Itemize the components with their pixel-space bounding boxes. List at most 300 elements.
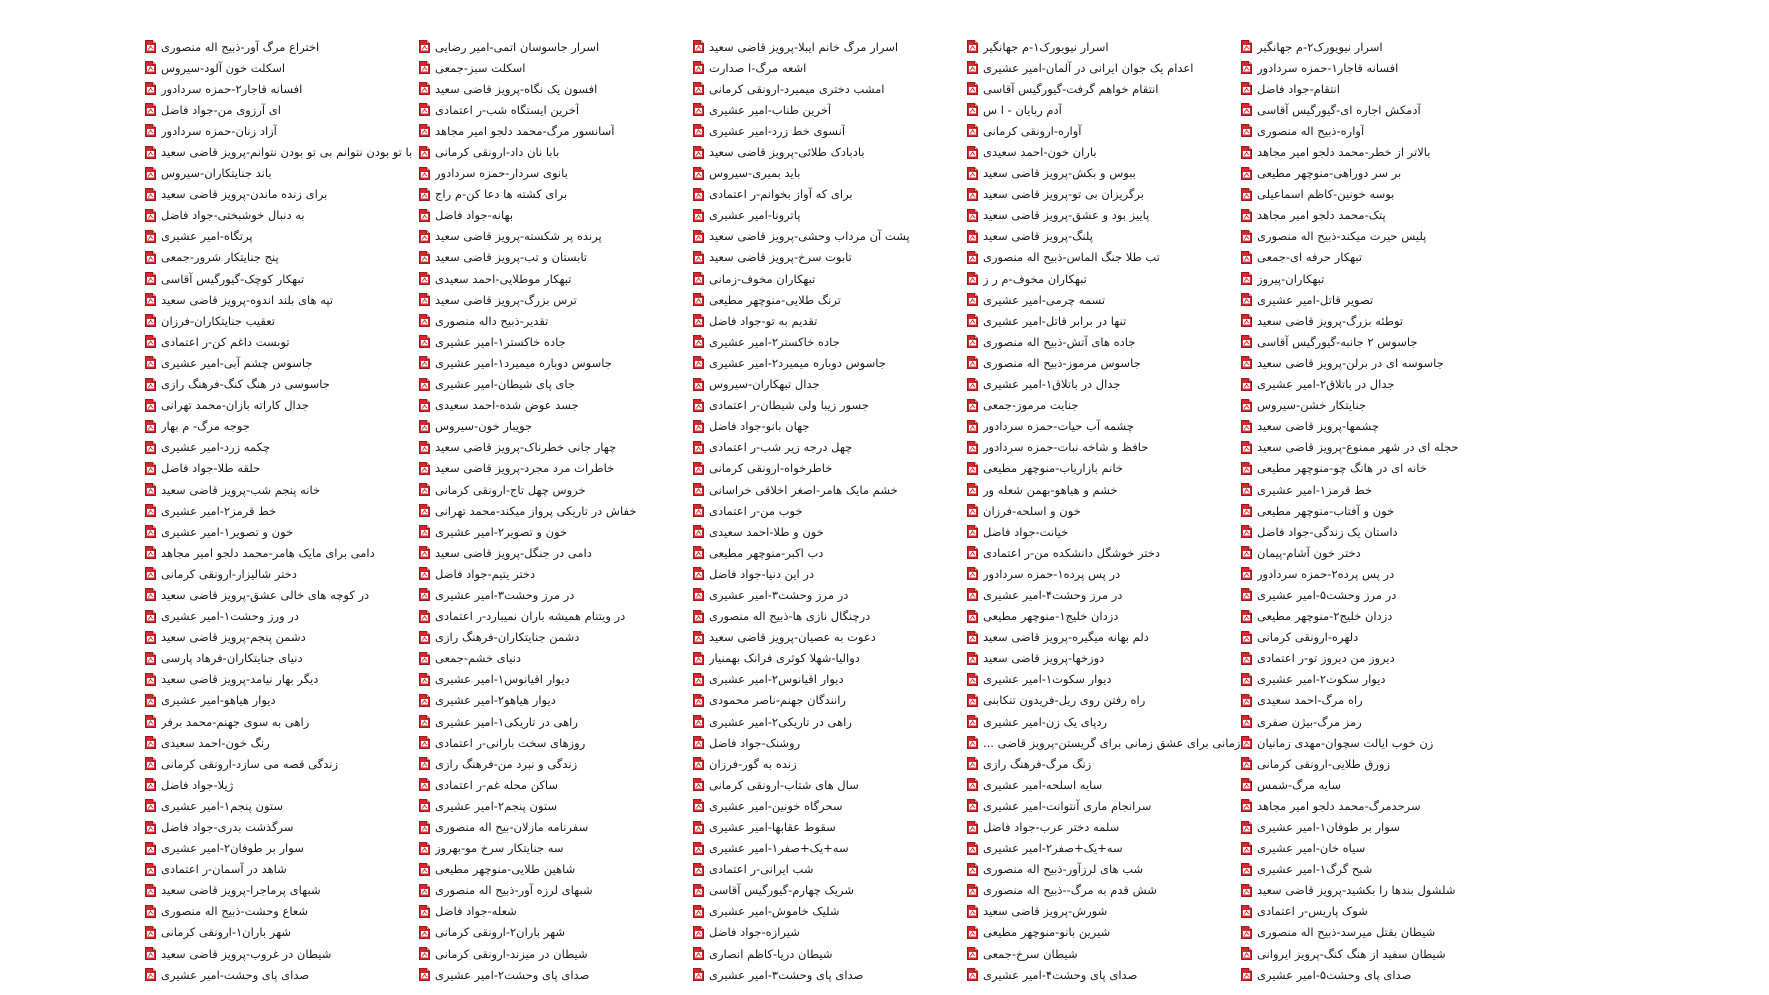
pdf-file-item[interactable] xyxy=(1240,331,1540,352)
pdf-file-item[interactable] xyxy=(144,880,444,901)
pdf-file-item[interactable] xyxy=(966,184,1266,205)
file-name-label: رانندگان جهنم-ناصر محمودی xyxy=(709,693,846,708)
pdf-file-item[interactable] xyxy=(692,57,992,78)
pdf-file-item[interactable] xyxy=(418,859,718,880)
pdf-file-item[interactable] xyxy=(966,163,1266,184)
pdf-file-item[interactable] xyxy=(966,563,1266,584)
pdf-file-icon xyxy=(1240,799,1253,813)
pdf-file-item[interactable] xyxy=(144,247,444,268)
pdf-file-item[interactable] xyxy=(692,521,992,542)
pdf-file-item[interactable] xyxy=(418,711,718,732)
pdf-file-item[interactable] xyxy=(1240,711,1540,732)
pdf-file-item[interactable] xyxy=(418,78,718,99)
pdf-file-item[interactable] xyxy=(418,57,718,78)
pdf-file-item[interactable] xyxy=(1240,416,1540,437)
pdf-file-item[interactable] xyxy=(144,521,444,542)
pdf-file-item[interactable] xyxy=(144,226,444,247)
pdf-file-item[interactable] xyxy=(144,964,444,982)
pdf-file-item[interactable] xyxy=(144,584,444,605)
pdf-file-item[interactable] xyxy=(418,563,718,584)
pdf-file-item[interactable] xyxy=(966,795,1266,816)
pdf-file-item[interactable] xyxy=(1240,964,1540,982)
pdf-file-item[interactable] xyxy=(144,648,444,669)
pdf-file-icon xyxy=(966,483,979,497)
pdf-file-icon xyxy=(418,736,431,750)
file-name-label: دیوار هیاهو-امیر عشیری xyxy=(161,693,276,708)
pdf-file-item[interactable] xyxy=(144,352,444,373)
pdf-file-item[interactable] xyxy=(966,753,1266,774)
pdf-file-icon xyxy=(692,546,705,560)
pdf-file-item[interactable] xyxy=(966,774,1266,795)
pdf-file-item[interactable] xyxy=(144,606,444,627)
pdf-file-item[interactable] xyxy=(966,352,1266,373)
pdf-file-item[interactable] xyxy=(418,99,718,120)
pdf-file-item[interactable] xyxy=(966,648,1266,669)
pdf-file-item[interactable] xyxy=(692,500,992,521)
pdf-file-item[interactable] xyxy=(418,374,718,395)
pdf-file-item[interactable] xyxy=(1240,289,1540,310)
pdf-file-item[interactable] xyxy=(418,774,718,795)
pdf-file-item[interactable] xyxy=(144,816,444,837)
file-name-label: خون و تصویر۲-امیر عشیری xyxy=(435,524,568,539)
pdf-file-item[interactable] xyxy=(418,205,718,226)
pdf-file-item[interactable] xyxy=(418,331,718,352)
pdf-file-item[interactable] xyxy=(1240,943,1540,964)
pdf-file-item[interactable] xyxy=(692,374,992,395)
pdf-file-item[interactable] xyxy=(144,374,444,395)
pdf-file-item[interactable] xyxy=(966,838,1266,859)
pdf-file-item[interactable] xyxy=(1240,226,1540,247)
pdf-file-item[interactable] xyxy=(692,838,992,859)
pdf-file-item[interactable] xyxy=(966,78,1266,99)
pdf-file-item[interactable] xyxy=(144,36,444,57)
pdf-file-item[interactable] xyxy=(418,395,718,416)
pdf-file-item[interactable] xyxy=(692,922,992,943)
pdf-file-item[interactable] xyxy=(692,584,992,605)
pdf-file-item[interactable] xyxy=(692,395,992,416)
pdf-file-item[interactable] xyxy=(1240,627,1540,648)
pdf-file-item[interactable] xyxy=(418,584,718,605)
pdf-file-item[interactable] xyxy=(692,627,992,648)
pdf-file-item[interactable] xyxy=(966,36,1266,57)
file-name-label: جاسوسه ای در برلن-پرویز قاضی سعید xyxy=(1257,355,1444,370)
file-name-label: زورق طلایی-ارونقی کرمانی xyxy=(1257,756,1391,771)
file-name-label: انتقام-جواد فاضل xyxy=(1257,81,1340,96)
pdf-file-item[interactable] xyxy=(692,732,992,753)
pdf-file-item[interactable] xyxy=(966,205,1266,226)
file-name-label: در ورز وحشت۱-امیر عشیری xyxy=(161,609,299,624)
pdf-file-icon xyxy=(144,968,157,982)
pdf-file-item[interactable] xyxy=(418,690,718,711)
pdf-file-item[interactable] xyxy=(418,753,718,774)
pdf-file-item[interactable] xyxy=(418,437,718,458)
pdf-file-item[interactable] xyxy=(144,901,444,922)
file-name-label: سایه اسلحه-امیر عشیری xyxy=(983,777,1103,792)
pdf-file-item[interactable] xyxy=(966,542,1266,563)
pdf-file-item[interactable] xyxy=(692,141,992,162)
pdf-file-item[interactable] xyxy=(692,205,992,226)
pdf-file-item[interactable] xyxy=(1240,901,1540,922)
pdf-file-item[interactable] xyxy=(966,120,1266,141)
pdf-file-icon xyxy=(692,293,705,307)
pdf-file-item[interactable] xyxy=(692,36,992,57)
pdf-file-item[interactable] xyxy=(418,268,718,289)
file-name-label: شیطان بقتل میرسد-ذبیح اله منصوری xyxy=(1257,925,1436,940)
pdf-file-icon xyxy=(966,272,979,286)
pdf-file-icon xyxy=(692,757,705,771)
pdf-file-icon xyxy=(418,778,431,792)
file-name-label: باید بمیری-سیروس xyxy=(709,166,801,181)
pdf-file-icon xyxy=(418,715,431,729)
pdf-file-item[interactable] xyxy=(692,648,992,669)
pdf-file-item[interactable] xyxy=(1240,374,1540,395)
pdf-file-item[interactable] xyxy=(1240,141,1540,162)
pdf-file-item[interactable] xyxy=(1240,36,1540,57)
file-name-label: توبست داغم کن-ر اعتمادی xyxy=(161,334,290,349)
pdf-file-item[interactable] xyxy=(1240,606,1540,627)
pdf-file-icon xyxy=(966,757,979,771)
pdf-file-icon xyxy=(1240,356,1253,370)
pdf-file-item[interactable] xyxy=(966,141,1266,162)
pdf-file-item[interactable] xyxy=(144,163,444,184)
pdf-file-item[interactable] xyxy=(1240,352,1540,373)
pdf-file-item[interactable] xyxy=(1240,859,1540,880)
file-name-label: شاهد در آسمان-ر اعتمادی xyxy=(161,862,287,877)
pdf-file-item[interactable] xyxy=(418,816,718,837)
file-name-label: برگریزان بی تو-پرویز قاضی سعید xyxy=(983,187,1144,202)
pdf-file-item[interactable] xyxy=(418,310,718,331)
pdf-file-item[interactable] xyxy=(966,606,1266,627)
file-name-label: دیوار هیاهو۲-امیر عشیری xyxy=(435,693,556,708)
pdf-file-item[interactable] xyxy=(692,416,992,437)
pdf-file-icon xyxy=(1240,461,1253,475)
pdf-file-item[interactable] xyxy=(418,922,718,943)
pdf-file-item[interactable] xyxy=(966,247,1266,268)
pdf-file-item[interactable] xyxy=(418,521,718,542)
pdf-file-item[interactable] xyxy=(418,669,718,690)
pdf-file-icon xyxy=(418,546,431,560)
pdf-file-item[interactable] xyxy=(966,57,1266,78)
pdf-file-item[interactable] xyxy=(966,880,1266,901)
pdf-file-item[interactable] xyxy=(966,374,1266,395)
pdf-file-item[interactable] xyxy=(418,184,718,205)
pdf-file-item[interactable] xyxy=(418,648,718,669)
pdf-file-item[interactable] xyxy=(1240,458,1540,479)
file-name-label: سیاه خان-امیر عشیری xyxy=(1257,841,1366,856)
pdf-file-item[interactable] xyxy=(144,310,444,331)
pdf-file-item[interactable] xyxy=(144,437,444,458)
file-name-label: چشمه آب حیات-حمزه سردادور xyxy=(983,419,1134,434)
file-name-label: بالاتر از خطر-محمد دلجو امیر مجاهد xyxy=(1257,145,1431,160)
pdf-file-item[interactable] xyxy=(418,352,718,373)
pdf-file-item[interactable] xyxy=(418,500,718,521)
pdf-file-item[interactable] xyxy=(144,922,444,943)
pdf-file-icon xyxy=(418,124,431,138)
pdf-file-item[interactable] xyxy=(692,880,992,901)
pdf-file-item[interactable] xyxy=(966,943,1266,964)
file-name-label: چشمها-پرویز قاضی سعید xyxy=(1257,419,1379,434)
pdf-file-item[interactable] xyxy=(966,500,1266,521)
pdf-file-item[interactable] xyxy=(966,331,1266,352)
pdf-file-item[interactable] xyxy=(1240,268,1540,289)
pdf-file-icon xyxy=(692,736,705,750)
pdf-file-item[interactable] xyxy=(418,627,718,648)
pdf-file-item[interactable] xyxy=(692,268,992,289)
pdf-file-item[interactable] xyxy=(692,120,992,141)
pdf-file-item[interactable] xyxy=(1240,521,1540,542)
pdf-file-item[interactable] xyxy=(144,732,444,753)
pdf-file-item[interactable] xyxy=(1240,563,1540,584)
pdf-file-item[interactable] xyxy=(1240,669,1540,690)
pdf-file-item[interactable] xyxy=(144,78,444,99)
file-name-label: تصویر قاتل-امیر عشیری xyxy=(1257,292,1374,307)
pdf-file-item[interactable] xyxy=(692,753,992,774)
file-name-label: بوسه خونین-کاظم اسماعیلی xyxy=(1257,187,1395,202)
pdf-file-item[interactable] xyxy=(1240,880,1540,901)
pdf-file-icon xyxy=(418,968,431,982)
pdf-file-item[interactable] xyxy=(692,816,992,837)
pdf-file-item[interactable] xyxy=(144,395,444,416)
pdf-file-item[interactable] xyxy=(692,690,992,711)
pdf-file-item[interactable] xyxy=(1240,437,1540,458)
file-name-label: جنایت مرموز-جمعی xyxy=(983,398,1079,413)
pdf-file-item[interactable] xyxy=(692,943,992,964)
pdf-file-item[interactable] xyxy=(144,859,444,880)
pdf-file-item[interactable] xyxy=(1240,57,1540,78)
pdf-file-item[interactable] xyxy=(966,416,1266,437)
file-name-label: تابوت سرخ-پرویز قاضی سعید xyxy=(709,250,852,265)
pdf-file-item[interactable] xyxy=(1240,99,1540,120)
pdf-file-item[interactable] xyxy=(418,542,718,563)
file-name-label: دنیای خشم-جمعی xyxy=(435,651,522,666)
pdf-file-item[interactable] xyxy=(144,690,444,711)
pdf-file-item[interactable] xyxy=(1240,753,1540,774)
pdf-file-item[interactable] xyxy=(692,774,992,795)
file-name-label: راه رفتن روی ریل-فریدون تنکابنی xyxy=(983,693,1146,708)
pdf-file-item[interactable] xyxy=(966,437,1266,458)
file-name-label: در مرز وحشت۳-امیر عشیری xyxy=(709,587,849,602)
pdf-file-item[interactable] xyxy=(966,711,1266,732)
pdf-file-item[interactable] xyxy=(1240,310,1540,331)
pdf-file-item[interactable] xyxy=(966,521,1266,542)
pdf-file-icon xyxy=(144,166,157,180)
pdf-file-item[interactable] xyxy=(692,795,992,816)
pdf-file-item[interactable] xyxy=(1240,78,1540,99)
pdf-file-item[interactable] xyxy=(1240,163,1540,184)
pdf-file-item[interactable] xyxy=(1240,500,1540,521)
pdf-file-item[interactable] xyxy=(144,753,444,774)
pdf-file-item[interactable] xyxy=(692,331,992,352)
pdf-file-item[interactable] xyxy=(692,352,992,373)
pdf-file-item[interactable] xyxy=(966,395,1266,416)
pdf-file-item[interactable] xyxy=(692,542,992,563)
pdf-file-item[interactable] xyxy=(144,943,444,964)
file-name-label: زندگی قصه می سازد-ارونقی کرمانی xyxy=(161,756,338,771)
pdf-file-item[interactable] xyxy=(1240,690,1540,711)
pdf-file-item[interactable] xyxy=(966,627,1266,648)
pdf-file-item[interactable] xyxy=(144,141,444,162)
file-name-label: پاترونا-امیر عشیری xyxy=(709,208,801,223)
pdf-file-item[interactable] xyxy=(692,78,992,99)
pdf-file-item[interactable] xyxy=(1240,774,1540,795)
file-name-label: اسرار نیویورک۲-م جهانگیر xyxy=(1257,39,1383,54)
pdf-file-icon xyxy=(966,398,979,412)
pdf-file-item[interactable] xyxy=(418,901,718,922)
pdf-file-item[interactable] xyxy=(418,120,718,141)
pdf-file-item[interactable] xyxy=(692,99,992,120)
pdf-file-item[interactable] xyxy=(1240,732,1540,753)
pdf-file-item[interactable] xyxy=(692,901,992,922)
pdf-file-item[interactable] xyxy=(1240,205,1540,226)
pdf-file-icon xyxy=(144,883,157,897)
pdf-file-icon xyxy=(692,61,705,75)
pdf-file-item[interactable] xyxy=(418,458,718,479)
pdf-file-item[interactable] xyxy=(692,964,992,982)
file-name-label: دلهره-ارونقی کرمانی xyxy=(1257,630,1359,645)
file-name-label: راهی در تاریکی۲-امیر عشیری xyxy=(709,714,852,729)
pdf-file-item[interactable] xyxy=(1240,816,1540,837)
file-name-label: دختر شالیزار-ارونقی کرمانی xyxy=(161,566,297,581)
pdf-file-icon xyxy=(1240,440,1253,454)
file-name-label: اختراع مرگ آور-ذبیح اله منصوری xyxy=(161,39,320,54)
file-name-label: شیطان در میزند-ارونقی کرمانی xyxy=(435,946,588,961)
pdf-file-icon xyxy=(966,335,979,349)
pdf-file-item[interactable] xyxy=(692,711,992,732)
pdf-file-item[interactable] xyxy=(418,795,718,816)
pdf-file-item[interactable] xyxy=(966,268,1266,289)
pdf-file-item[interactable] xyxy=(966,669,1266,690)
pdf-file-icon xyxy=(1240,968,1253,982)
pdf-file-item[interactable] xyxy=(418,141,718,162)
pdf-file-icon xyxy=(692,377,705,391)
pdf-file-icon xyxy=(144,651,157,665)
pdf-file-item[interactable] xyxy=(692,247,992,268)
pdf-file-item[interactable] xyxy=(1240,795,1540,816)
pdf-file-item[interactable] xyxy=(418,226,718,247)
pdf-file-item[interactable] xyxy=(144,57,444,78)
pdf-file-item[interactable] xyxy=(418,416,718,437)
pdf-file-item[interactable] xyxy=(418,36,718,57)
pdf-file-item[interactable] xyxy=(692,289,992,310)
pdf-file-icon xyxy=(144,293,157,307)
pdf-file-icon xyxy=(966,651,979,665)
pdf-file-item[interactable] xyxy=(144,669,444,690)
pdf-file-icon xyxy=(1240,757,1253,771)
pdf-file-item[interactable] xyxy=(418,479,718,500)
pdf-file-item[interactable] xyxy=(418,163,718,184)
pdf-file-icon xyxy=(418,883,431,897)
pdf-file-item[interactable] xyxy=(692,669,992,690)
pdf-file-item[interactable] xyxy=(418,880,718,901)
pdf-file-item[interactable] xyxy=(144,542,444,563)
pdf-file-item[interactable] xyxy=(144,289,444,310)
pdf-file-item[interactable] xyxy=(1240,120,1540,141)
pdf-file-item[interactable] xyxy=(418,247,718,268)
pdf-file-item[interactable] xyxy=(144,711,444,732)
pdf-file-item[interactable] xyxy=(1240,479,1540,500)
pdf-file-item[interactable] xyxy=(144,627,444,648)
pdf-file-item[interactable] xyxy=(966,479,1266,500)
pdf-file-icon xyxy=(966,229,979,243)
pdf-file-item[interactable] xyxy=(1240,395,1540,416)
pdf-file-item[interactable] xyxy=(144,268,444,289)
pdf-file-item[interactable] xyxy=(144,120,444,141)
pdf-file-item[interactable] xyxy=(144,416,444,437)
pdf-file-item[interactable] xyxy=(966,584,1266,605)
pdf-file-item[interactable] xyxy=(966,99,1266,120)
pdf-file-item[interactable] xyxy=(144,184,444,205)
pdf-file-item[interactable] xyxy=(144,838,444,859)
file-name-label: دختر خون آشام-پیمان xyxy=(1257,545,1361,560)
pdf-file-item[interactable] xyxy=(966,458,1266,479)
pdf-file-item[interactable] xyxy=(966,289,1266,310)
pdf-file-item[interactable] xyxy=(144,795,444,816)
pdf-file-item[interactable] xyxy=(144,479,444,500)
pdf-file-item[interactable] xyxy=(692,437,992,458)
pdf-file-item[interactable] xyxy=(1240,247,1540,268)
pdf-file-item[interactable] xyxy=(1240,542,1540,563)
pdf-file-item[interactable] xyxy=(418,606,718,627)
pdf-file-item[interactable] xyxy=(144,500,444,521)
pdf-file-item[interactable] xyxy=(692,458,992,479)
pdf-file-item[interactable] xyxy=(144,205,444,226)
pdf-file-item[interactable] xyxy=(418,943,718,964)
pdf-file-icon xyxy=(1240,525,1253,539)
file-name-label: صدای پای وحشت۴-امیر عشیری xyxy=(983,967,1138,982)
pdf-file-item[interactable] xyxy=(1240,584,1540,605)
pdf-file-item[interactable] xyxy=(692,606,992,627)
file-name-label: شیطان دریا-کاظم انصاری xyxy=(709,946,833,961)
pdf-file-item[interactable] xyxy=(144,99,444,120)
file-name-label: جهان بانو-جواد فاضل xyxy=(709,419,810,434)
pdf-file-item[interactable] xyxy=(144,563,444,584)
pdf-file-item[interactable] xyxy=(1240,838,1540,859)
pdf-file-item[interactable] xyxy=(966,732,1266,753)
pdf-file-item[interactable] xyxy=(692,310,992,331)
pdf-file-item[interactable] xyxy=(966,859,1266,880)
pdf-file-item[interactable] xyxy=(144,331,444,352)
pdf-file-item[interactable] xyxy=(418,732,718,753)
pdf-file-item[interactable] xyxy=(966,922,1266,943)
pdf-file-icon xyxy=(418,525,431,539)
pdf-file-icon xyxy=(418,693,431,707)
pdf-file-item[interactable] xyxy=(692,226,992,247)
file-name-label: جسد عوض شده-احمد سعیدی xyxy=(435,398,579,413)
pdf-file-item[interactable] xyxy=(418,838,718,859)
file-name-label: تبهکاران مخوف-م ر ز xyxy=(983,271,1087,286)
pdf-file-item[interactable] xyxy=(692,184,992,205)
pdf-file-item[interactable] xyxy=(1240,922,1540,943)
file-name-label: بر سر دوراهی-منوچهر مطیعی xyxy=(1257,166,1402,181)
pdf-file-item[interactable] xyxy=(966,816,1266,837)
file-name-label: انتقام خواهم گرفت-گیورگیس آقاسی xyxy=(983,81,1159,96)
pdf-file-item[interactable] xyxy=(966,690,1266,711)
pdf-file-item[interactable] xyxy=(966,310,1266,331)
pdf-file-item[interactable] xyxy=(418,964,718,982)
pdf-file-item[interactable] xyxy=(144,774,444,795)
pdf-file-item[interactable] xyxy=(966,964,1266,982)
pdf-file-item[interactable] xyxy=(1240,648,1540,669)
pdf-file-item[interactable] xyxy=(418,289,718,310)
pdf-file-item[interactable] xyxy=(144,458,444,479)
pdf-file-item[interactable] xyxy=(692,163,992,184)
pdf-file-item[interactable] xyxy=(1240,184,1540,205)
pdf-file-item[interactable] xyxy=(692,563,992,584)
pdf-file-item[interactable] xyxy=(692,859,992,880)
pdf-file-item[interactable] xyxy=(692,479,992,500)
pdf-file-item[interactable] xyxy=(966,901,1266,922)
pdf-file-item[interactable] xyxy=(966,226,1266,247)
